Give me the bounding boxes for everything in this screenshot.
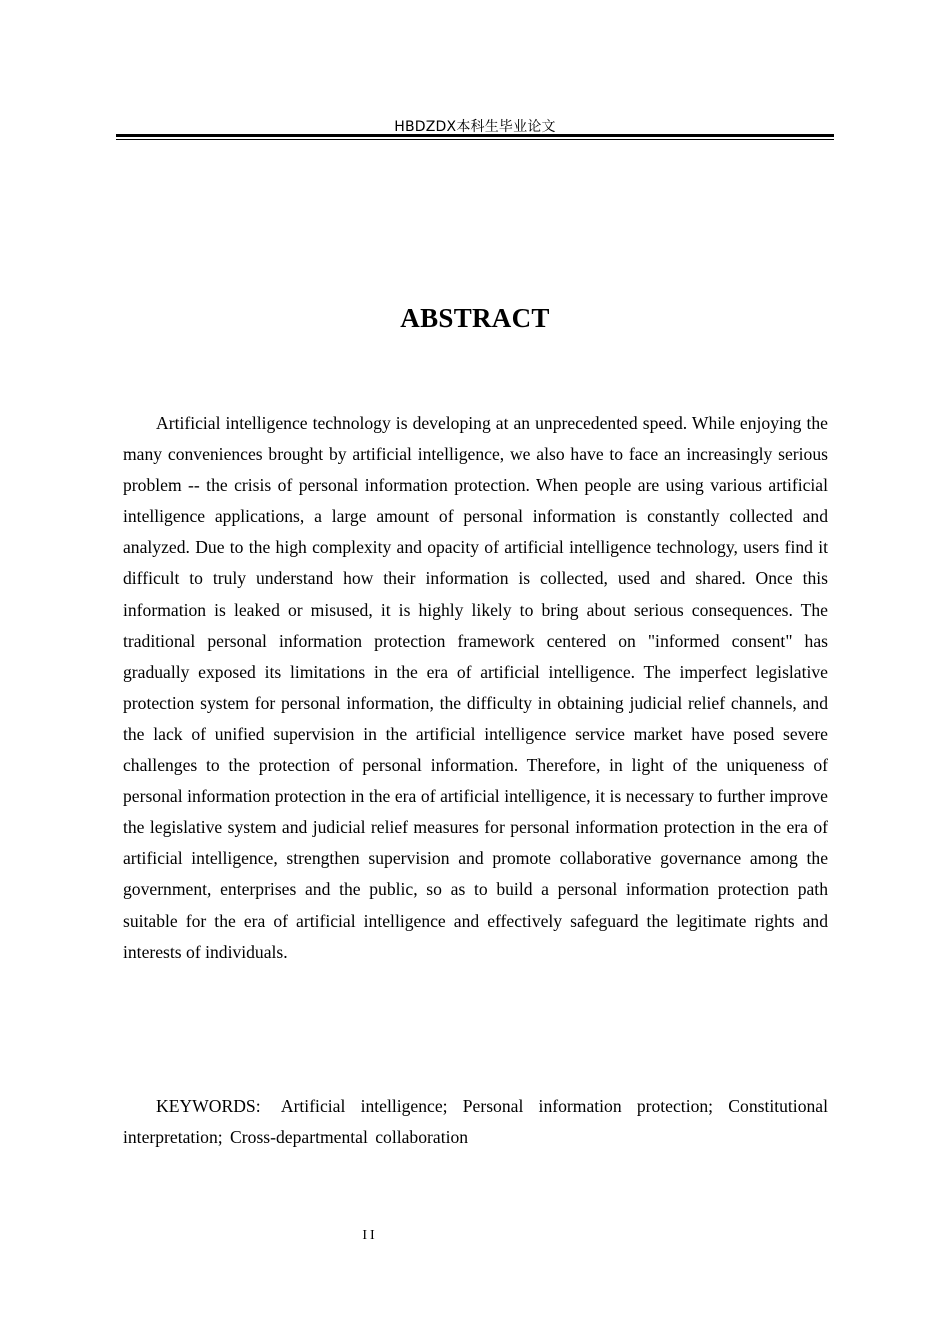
running-header: HBDZDX本科生毕业论文 [394, 119, 556, 135]
abstract-body: Artificial intelligence technology is developing at an unprecedented speed. While enjoying the many conveniences brought by artificial intelligence, we also have to face an increasingly serious problem -- the crisis of personal information protection. When people are using various artificial intelligence applications, a large amount of personal information is constantly collected and analyzed. Due to the high complexity and opacity of artificial intelligence technology, users find it difficult to truly understand how their information is collected, used and shared. Once this information is leaked or misused, it is highly likely to bring about serious consequences. The traditional personal information protection framework centered on "informed consent" has gradually exposed its limitations in the era of artificial intelligence. The imperfect legislative protection system for personal information, the difficulty in obtaining judicial relief channels, and the lack of unified supervision in the artificial intelligence service market have posed severe challenges to the protection of personal information. Therefore, in light of the uniqueness of personal information protection in the era of artificial intelligence, it is necessary to further improve the legislative system and judicial relief measures for personal information protection in the era of artificial intelligence, strengthen supervision and promote collaborative governance among the government, enterprises and the public, so as to build a personal information protection path suitable for the era of artificial intelligence and effectively safeguard the legitimate rights and interests of individuals. [123, 413, 828, 962]
keywords-paragraph [123, 1091, 828, 1153]
header-rule-thin [116, 139, 834, 140]
abstract-title: ABSTRACT [400, 303, 550, 333]
keywords-list: Artificial intelligence; Personal information protection; Constitutional interpretation; Cross-departmental collaboration [123, 1096, 828, 1148]
header-rule-thick [116, 134, 834, 137]
page-number: II [362, 1228, 378, 1243]
keywords-label: KEYWORDS: [156, 1096, 261, 1116]
